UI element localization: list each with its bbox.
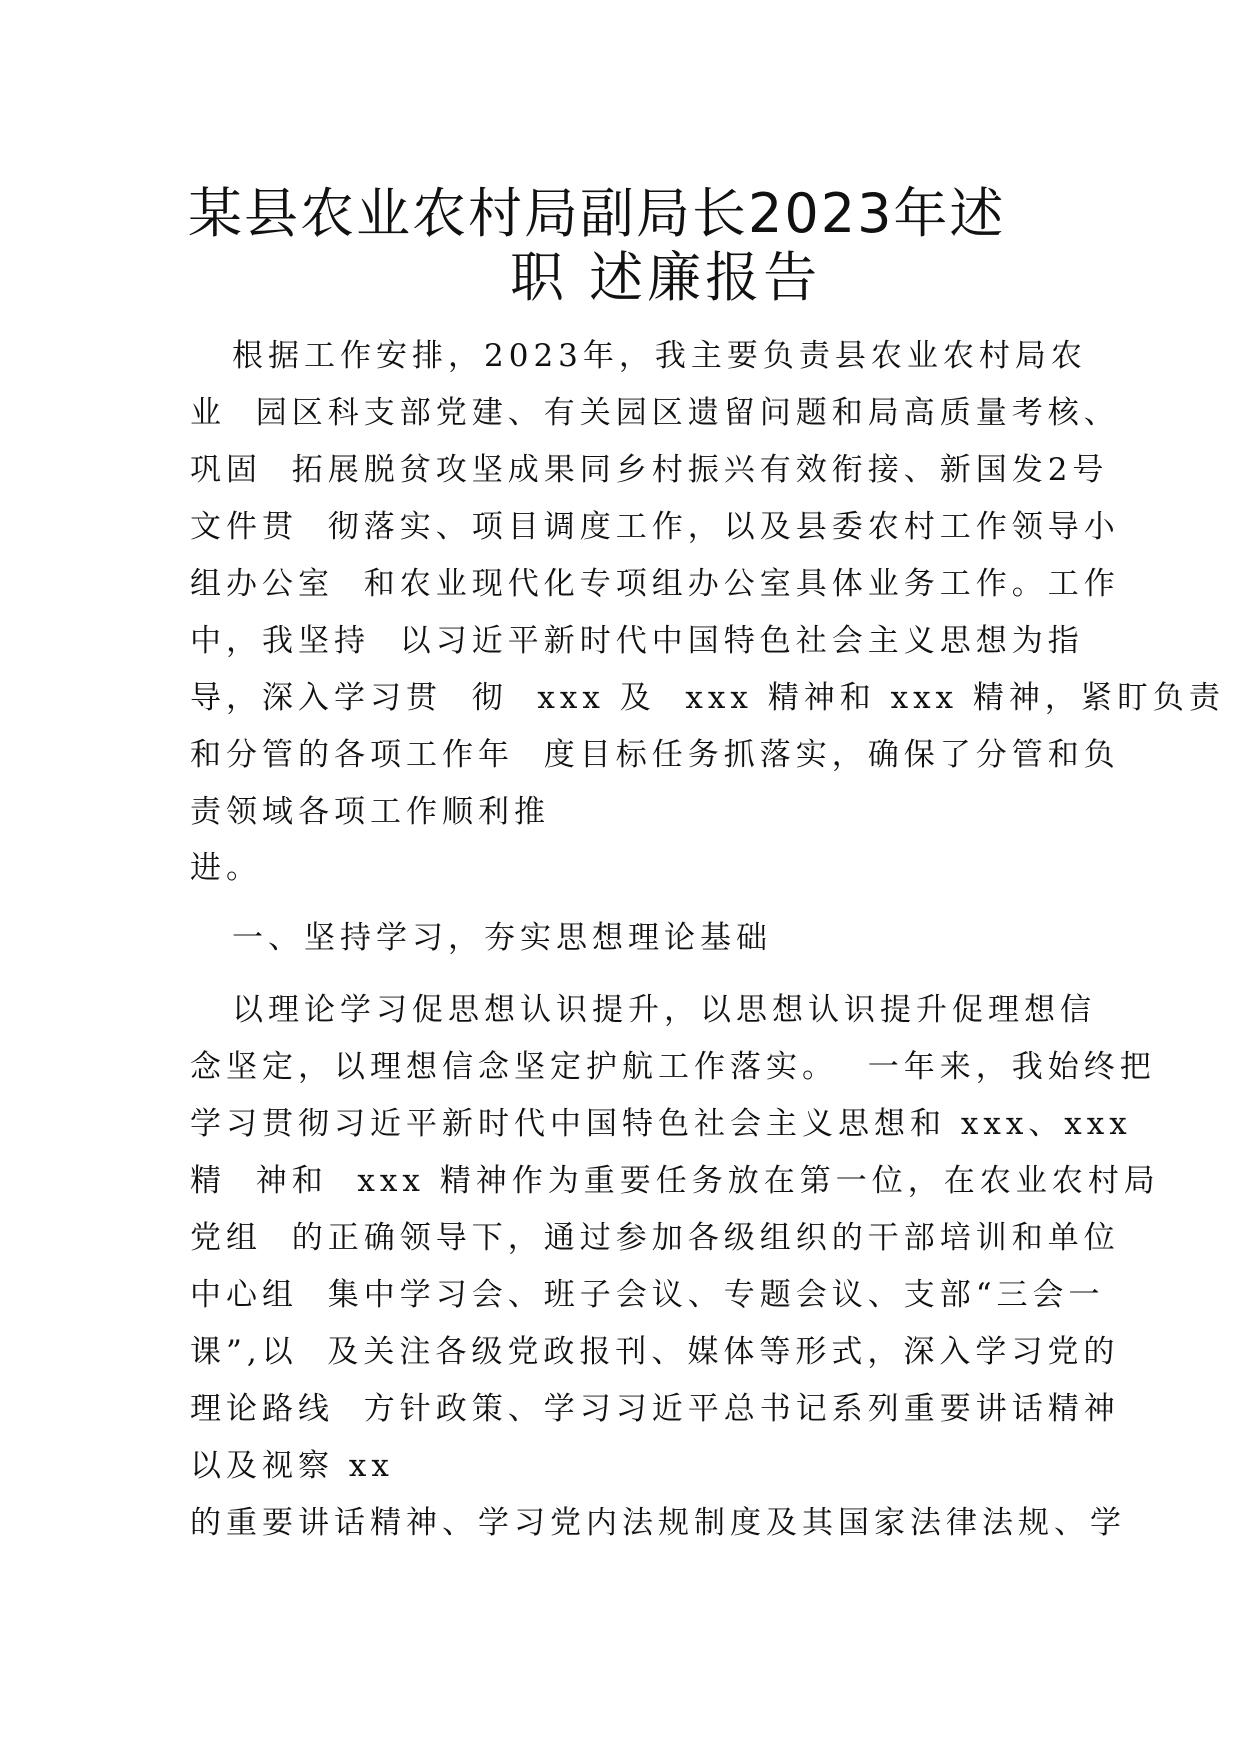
body-line: 组办公室 和农业现代化专项组办公室具体业务工作。工作: [190, 566, 1120, 602]
body-line: 以理论学习促思想认识提升，以思想认识提升促理想信: [232, 992, 1096, 1028]
body-line: 责领域各项工作顺利推: [190, 794, 550, 830]
body-line: 业 园区科支部党建、有关园区遗留问题和局高质量考核、: [190, 395, 1120, 431]
body-line: 以及视察 xx: [190, 1448, 394, 1484]
body-line: 课”,以 及关注各级党政报刊、媒体等形式，深入学习党的: [190, 1334, 1120, 1370]
body-line: 精 神和 xxx 精神作为重要任务放在第一位，在农业农村局: [190, 1163, 1160, 1199]
document-title-line-2: 职 述廉报告: [510, 246, 822, 309]
body-line: 根据工作安排，2023年，我主要负责县农业农村局农: [232, 338, 1087, 374]
body-line: 中，我坚持 以习近平新时代中国特色社会主义思想为指: [190, 623, 1084, 659]
body-line: 进。: [190, 850, 262, 886]
body-line: 念坚定，以理想信念坚定护航工作落实。 一年来，我始终把: [190, 1049, 1156, 1085]
body-line: 巩固 拓展脱贫攻坚成果同乡村振兴有效衔接、新国发2号: [190, 452, 1109, 488]
body-line: 文件贯 彻落实、项目调度工作，以及县委农村工作领导小: [190, 509, 1120, 545]
body-line: 导，深入学习贯 彻 xxx 及 xxx 精神和 xxx 精神，紧盯负责: [190, 680, 1225, 716]
document-title-line-1: 某县农业农村局副局长2023年述: [188, 182, 1006, 245]
section-heading: 一、坚持学习，夯实思想理论基础: [232, 920, 772, 956]
body-line: 和分管的各项工作年 度目标任务抓落实，确保了分管和负: [190, 737, 1120, 773]
body-line: 党组 的正确领导下，通过参加各级组织的干部培训和单位: [190, 1220, 1120, 1256]
body-line: 理论路线 方针政策、学习习近平总书记系列重要讲话精神: [190, 1391, 1120, 1427]
body-line: 的重要讲话精神、学习党内法规制度及其国家法律法规、学: [190, 1505, 1126, 1541]
body-line: 中心组 集中学习会、班子会议、专题会议、支部“三会一: [190, 1277, 1105, 1313]
body-line: 学习贯彻习近平新时代中国特色社会主义思想和 xxx、xxx: [190, 1106, 1132, 1142]
